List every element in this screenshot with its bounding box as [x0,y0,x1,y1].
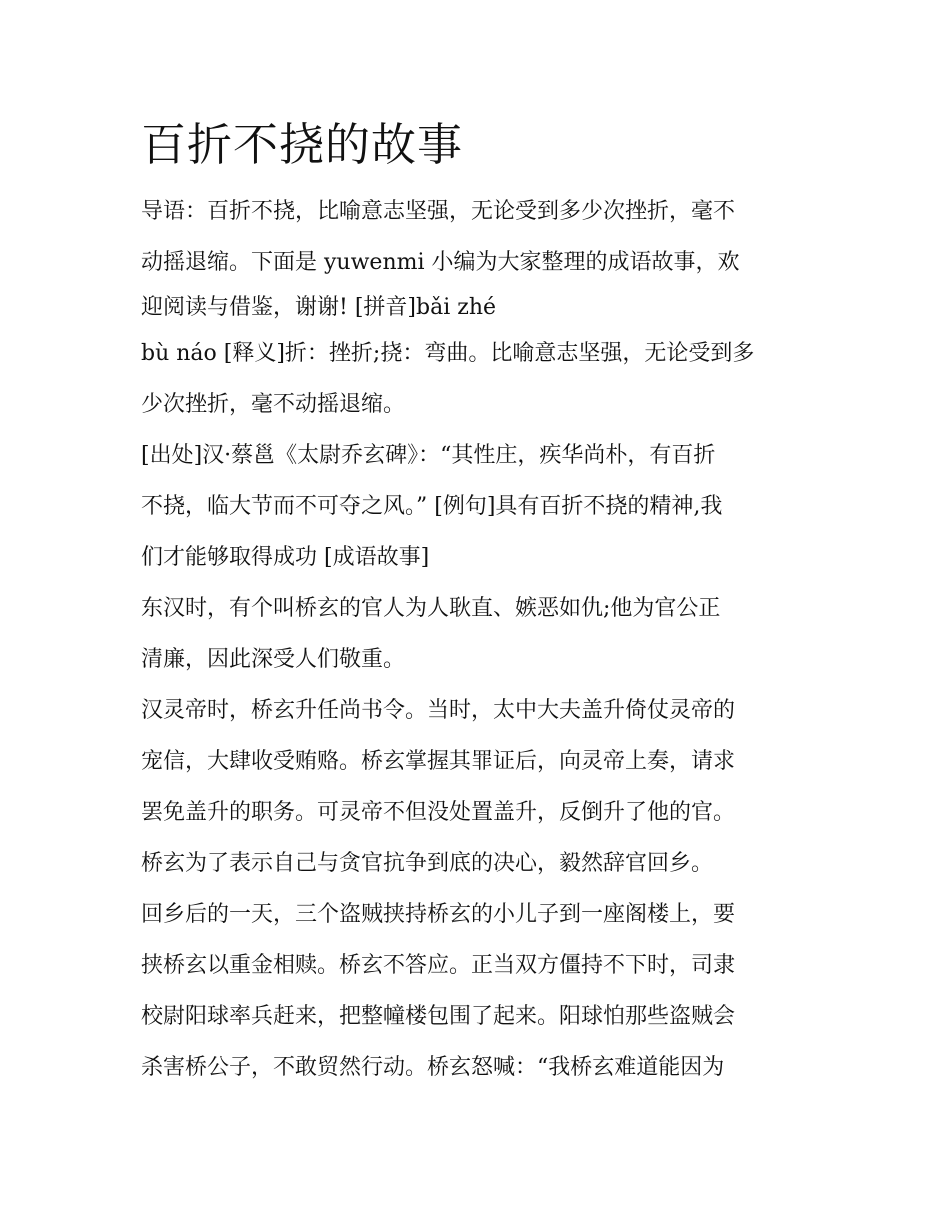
body-text [141,186,813,1093]
text-line: 们才能够取得成功 [成语故事] [141,545,430,570]
text-line: 少次挫折，毫不动摇退缩。 [141,392,406,417]
text-line: 杀害桥公子，不敢贸然行动。桥玄怒喊：“我桥玄难道能因为 [141,1055,725,1080]
document-page [141,112,813,1093]
text-line: 宠信，大肆收受贿赂。桥玄掌握其罪证后，向灵帝上奏，请求 [141,749,736,774]
text-line: 动摇退缩。下面是 yuwenmi 小编为大家整理的成语故事，欢 [141,250,740,275]
page-title: 百折不挠的故事 [141,118,464,171]
text-line: 罢免盖升的职务。可灵帝不但没处置盖升，反倒升了他的官。 [141,800,736,825]
text-line: bù náo [释义]折：挫折;挠：弯曲。比喻意志坚强，无论受到多 [141,341,755,366]
text-line: [出处]汉·蔡邕《太尉乔玄碑》：“其性庄，疾华尚朴，有百折 [141,443,716,468]
text-line: 挟桥玄以重金相赎。桥玄不答应。正当双方僵持不下时，司隶 [141,953,736,978]
text-line: 不挠，临大节而不可夺之风。” [例句]具有百折不挠的精神,我 [141,494,723,519]
text-line: 桥玄为了表示自己与贪官抗争到底的决心，毅然辞官回乡。 [141,851,714,876]
text-line: 东汉时，有个叫桥玄的官人为人耿直、嫉恶如仇;他为官公正 [141,596,721,621]
text-line: 回乡后的一天，三个盗贼挟持桥玄的小儿子到一座阁楼上，要 [141,902,736,927]
text-line: 导语：百折不挠，比喻意志坚强，无论受到多少次挫折，毫不 [141,199,736,224]
text-line: 清廉，因此深受人们敬重。 [141,647,406,672]
text-line: 迎阅读与借鉴，谢谢! [拼音]bǎi zhé [141,295,497,320]
text-line: 汉灵帝时，桥玄升任尚书令。当时，太中大夫盖升倚仗灵帝的 [141,698,736,723]
text-line: 校尉阳球率兵赶来，把整幢楼包围了起来。阳球怕那些盗贼会 [141,1004,736,1029]
